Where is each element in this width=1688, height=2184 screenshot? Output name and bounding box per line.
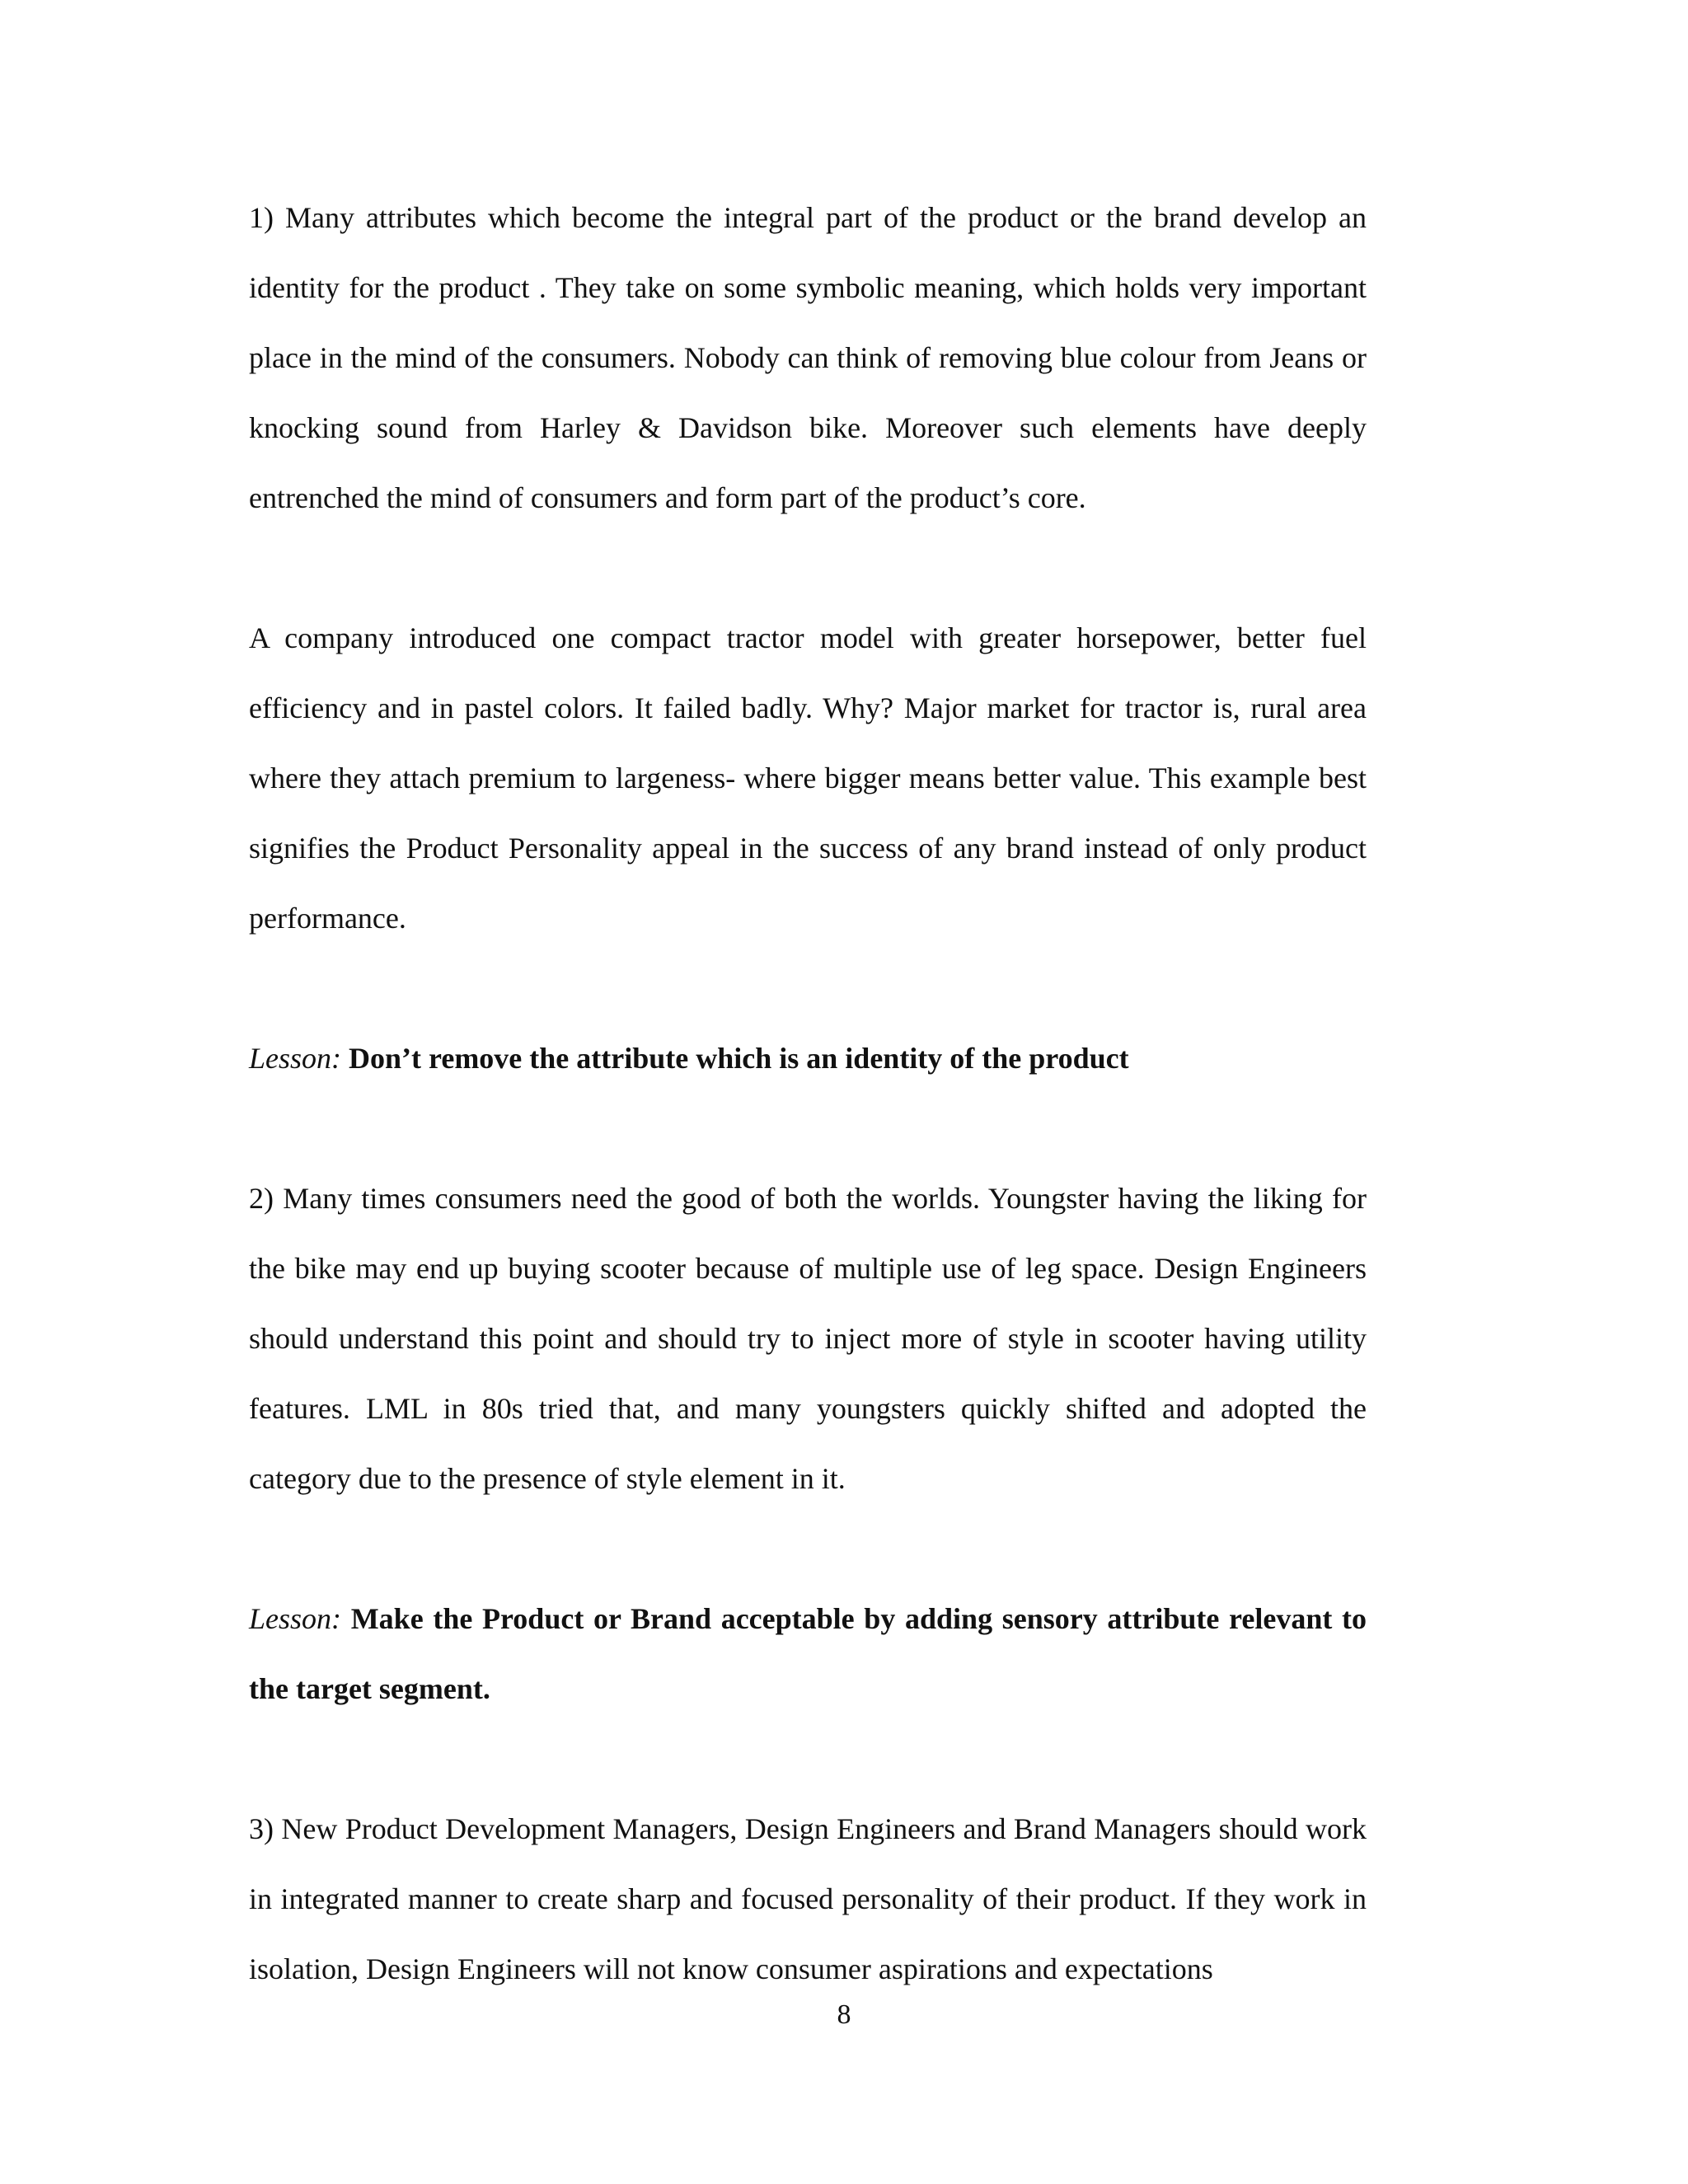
lesson-label: Lesson:: [249, 1042, 342, 1075]
lesson-text: Make the Product or Brand acceptable by adding sensory attribute relevant to the target segment.: [249, 1602, 1367, 1705]
paragraph-text: 2) Many times consumers need the good of both the worlds. Youngster having the liking for the bike may end up buying scooter because of multiple use of leg space. Design Engineers should understand this point and should try to inject more of style in scooter having utility features. LML in 80s tried that, and many youngsters quickly shifted and adopted the category due to the presence of style element in it.: [249, 1182, 1367, 1495]
paragraph-3: [249, 1164, 1367, 1514]
lesson-1: [249, 1024, 1367, 1094]
lesson-2: [249, 1584, 1367, 1724]
lesson-label: Lesson:: [249, 1602, 342, 1635]
paragraph-text: A company introduced one compact tractor model with greater horsepower, better fuel efficiency and in pastel colors. It failed badly. Why? Major market for tractor is, rural area where they attach premium to largeness- where bigger means better value. This example best signifies the Product Personality appeal in the success of any brand instead of only product performance.: [249, 621, 1367, 935]
page-content: [249, 183, 1367, 2004]
paragraph-2: [249, 603, 1367, 954]
paragraph-1: [249, 183, 1367, 533]
page-number: 8: [837, 1999, 851, 2030]
paragraph-text: 3) New Product Development Managers, Design Engineers and Brand Managers should work in integrated manner to create sharp and focused personality of their product. If they work in isolation, Design Engineers will not know consumer aspirations and expectations: [249, 1812, 1367, 1985]
lesson-text: Don’t remove the attribute which is an identity of the product: [349, 1042, 1129, 1075]
paragraph-4: [249, 1794, 1367, 2004]
paragraph-text: 1) Many attributes which become the integral part of the product or the brand develop an identity for the product . They take on some symbolic meaning, which holds very important place in the mind of the consumers. Nobody can think of removing blue colour from Jeans or knocking sound from Harley & Davidson bike. Moreover such elements have deeply entrenched the mind of consumers and form part of the product’s core.: [249, 201, 1367, 514]
